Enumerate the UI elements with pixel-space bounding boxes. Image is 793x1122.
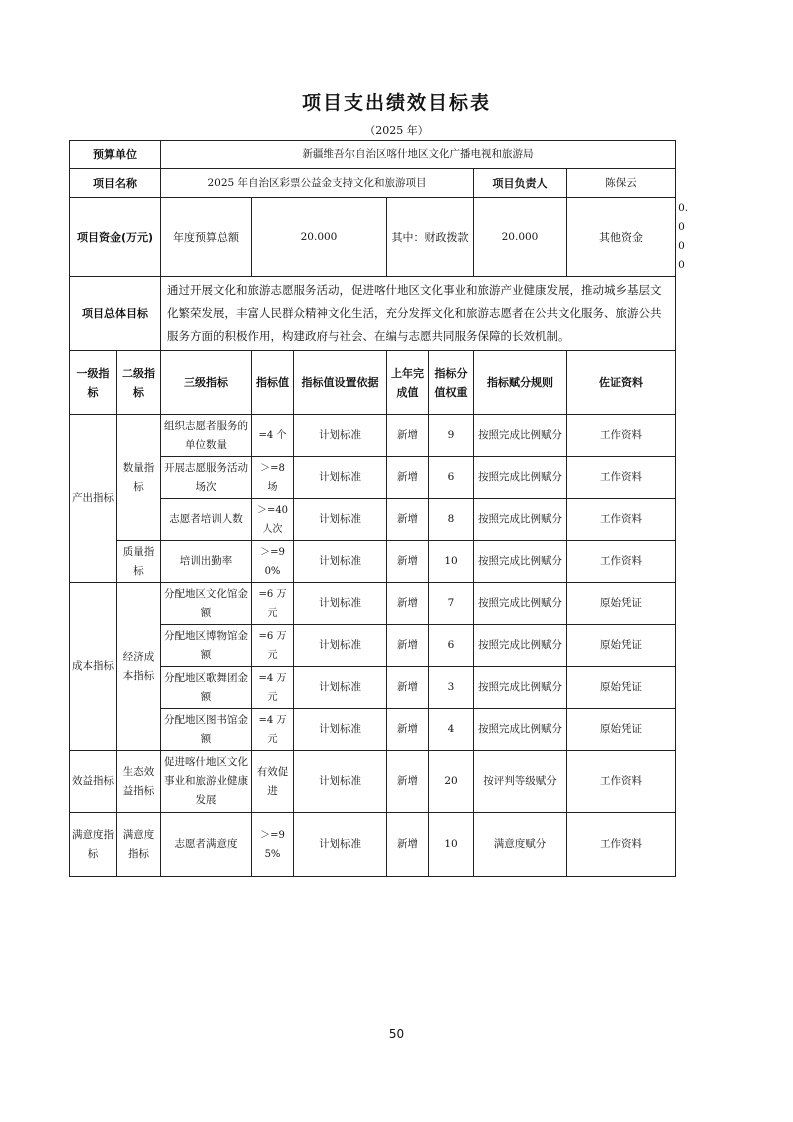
table-row [70,583,676,625]
owner-value: 陈保云 [567,169,676,198]
unit-value: 新疆维吾尔自治区喀什地区文化广播电视和旅游局 [161,141,676,169]
table-row [70,415,676,457]
value-cell: ＞=90% [252,541,294,583]
table-row [70,541,676,583]
annual-budget-value: 20.000 [252,198,387,277]
weight-cell: 9 [429,415,474,457]
value-cell: 有效促进 [252,751,294,813]
last-year-cell: 新增 [387,583,429,625]
basis-cell: 计划标准 [294,457,387,499]
rule-cell: 按照完成比例赋分 [474,499,567,541]
rule-cell: 按照完成比例赋分 [474,415,567,457]
page-number: 50 [388,1027,405,1041]
level1-cell: 满意度指标 [70,813,117,877]
rule-cell: 按照完成比例赋分 [474,541,567,583]
basis-cell: 计划标准 [294,709,387,751]
basis-cell: 计划标准 [294,583,387,625]
last-year-cell: 新增 [387,415,429,457]
table-row [70,457,676,499]
basis-cell: 计划标准 [294,813,387,877]
row-project [70,169,676,198]
evidence-cell: 工作资料 [567,499,676,541]
goal-text: 通过开展文化和旅游志愿服务活动，促进喀什地区文化事业和旅游产业健康发展，推动城乡基层文化繁荣发展，丰富人民群众精神文化生活，充分发挥文化和旅游志愿者在公共文化服务、旅游公共服务方面的积极作用，构建政府与社会、在编与志愿共同服务保障的长效机制。 [161,277,676,351]
row-unit [70,141,676,169]
table-row [70,499,676,541]
annual-budget-label: 年度预算总额 [161,198,252,277]
value-cell: ＞=95% [252,813,294,877]
basis-cell: 计划标准 [294,667,387,709]
weight-cell: 3 [429,667,474,709]
weight-cell: 4 [429,709,474,751]
last-year-cell: 新增 [387,751,429,813]
level3-cell: 开展志愿服务活动场次 [161,457,252,499]
level3-cell: 组织志愿者服务的单位数量 [161,415,252,457]
unit-label: 预算单位 [70,141,161,169]
level2-cell: 经济成本指标 [117,583,161,751]
table-row [70,751,676,813]
value-cell: =6 万元 [252,583,294,625]
row-goal [70,277,676,351]
project-value: 2025 年自治区彩票公益金支持文化和旅游项目 [161,169,474,198]
basis-cell: 计划标准 [294,751,387,813]
last-year-cell: 新增 [387,813,429,877]
weight-cell: 6 [429,457,474,499]
weight-cell: 20 [429,751,474,813]
rule-cell: 按照完成比例赋分 [474,457,567,499]
year-caption: （2025 年） [364,124,429,137]
table-row [70,625,676,667]
level3-cell: 分配地区图书馆金额 [161,709,252,751]
header-level1: 一级指标 [70,351,117,415]
last-year-cell: 新增 [387,499,429,541]
weight-cell: 10 [429,541,474,583]
table-row [70,667,676,709]
header-level2: 二级指标 [117,351,161,415]
value-cell: =4 个 [252,415,294,457]
project-label: 项目名称 [70,169,161,198]
header-rule: 指标赋分规则 [474,351,567,415]
level2-cell: 满意度指标 [117,813,161,877]
rule-cell: 按评判等级赋分 [474,751,567,813]
evidence-cell: 工作资料 [567,415,676,457]
level2-cell: 数量指标 [117,415,161,541]
weight-cell: 10 [429,813,474,877]
evidence-cell: 原始凭证 [567,625,676,667]
owner-label: 项目负责人 [474,169,567,198]
basis-cell: 计划标准 [294,625,387,667]
level3-cell: 志愿者满意度 [161,813,252,877]
last-year-cell: 新增 [387,541,429,583]
evidence-cell: 工作资料 [567,541,676,583]
evidence-cell: 原始凭证 [567,583,676,625]
rule-cell: 按照完成比例赋分 [474,709,567,751]
last-year-cell: 新增 [387,667,429,709]
evidence-cell: 原始凭证 [567,667,676,709]
last-year-cell: 新增 [387,709,429,751]
evidence-cell: 原始凭证 [567,709,676,751]
value-cell: =6 万元 [252,625,294,667]
header-value: 指标值 [252,351,294,415]
value-cell: =4 万元 [252,667,294,709]
basis-cell: 计划标准 [294,541,387,583]
value-cell: ＞=8 场 [252,457,294,499]
level3-cell: 分配地区文化馆金额 [161,583,252,625]
value-cell: ＞=40 人次 [252,499,294,541]
level2-cell: 质量指标 [117,541,161,583]
level3-cell: 促进喀什地区文化事业和旅游业健康发展 [161,751,252,813]
level3-cell: 分配地区博物馆金额 [161,625,252,667]
header-level3: 三级指标 [161,351,252,415]
evidence-cell: 工作资料 [567,751,676,813]
page-title: 项目支出绩效目标表 [301,92,491,114]
weight-cell: 8 [429,499,474,541]
level1-cell: 效益指标 [70,751,117,813]
funds-label: 项目资金(万元) [70,198,161,277]
rule-cell: 满意度赋分 [474,813,567,877]
evidence-cell: 工作资料 [567,813,676,877]
header-last-year: 上年完成值 [387,351,429,415]
level1-cell: 成本指标 [70,583,117,751]
level3-cell: 分配地区歌舞团金额 [161,667,252,709]
basis-cell: 计划标准 [294,415,387,457]
level3-cell: 志愿者培训人数 [161,499,252,541]
header-row [70,351,676,415]
fiscal-value: 20.000 [474,198,567,277]
last-year-cell: 新增 [387,457,429,499]
header-basis: 指标值设置依据 [294,351,387,415]
fiscal-label: 其中：财政拨款 [387,198,474,277]
table-row [70,813,676,877]
table-row [70,709,676,751]
goal-label: 项目总体目标 [70,277,161,351]
basis-cell: 计划标准 [294,499,387,541]
value-cell: =4 万元 [252,709,294,751]
rule-cell: 按照完成比例赋分 [474,625,567,667]
level3-cell: 培训出勤率 [161,541,252,583]
rule-cell: 按照完成比例赋分 [474,667,567,709]
weight-cell: 7 [429,583,474,625]
header-evidence: 佐证资料 [567,351,676,415]
header-weight: 指标分值权重 [429,351,474,415]
evidence-cell: 工作资料 [567,457,676,499]
level2-cell: 生态效益指标 [117,751,161,813]
last-year-cell: 新增 [387,625,429,667]
row-funds: 项目资金(万元) 年度预算总额 20.000 其中：财政拨款 20.000 其他资金 0.000 [70,198,676,277]
weight-cell: 6 [429,625,474,667]
rule-cell: 按照完成比例赋分 [474,583,567,625]
level1-cell: 产出指标 [70,415,117,583]
performance-target-table [69,140,689,877]
other-funds-label: 其他资金 [567,198,676,277]
